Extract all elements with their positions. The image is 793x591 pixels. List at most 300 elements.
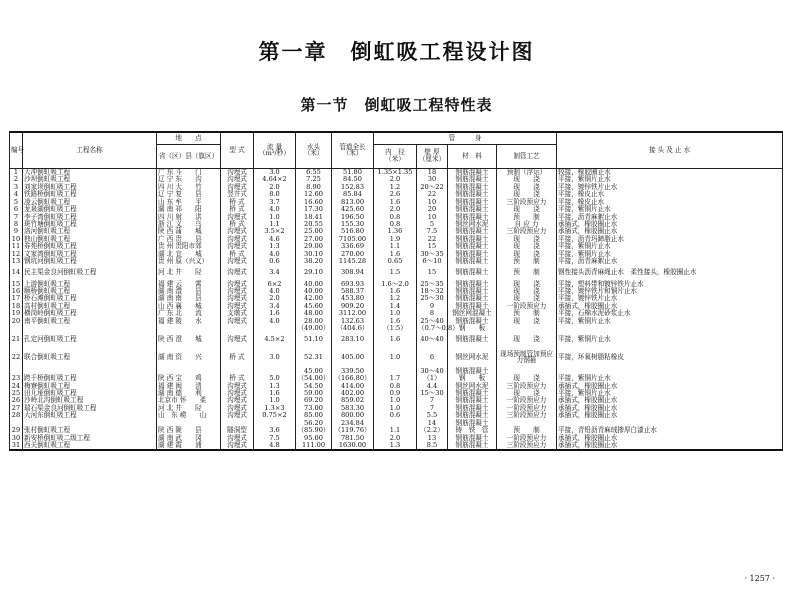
cell-length: （404.6） bbox=[332, 325, 374, 332]
cell-joint: 平接，镀锌铁片止水 bbox=[557, 295, 783, 302]
cell-diam: 0.65 bbox=[374, 258, 417, 265]
col-location-sub: 省（区）县（旗区） bbox=[157, 144, 221, 168]
table-body bbox=[10, 168, 783, 450]
cell-diam: 0.6 bbox=[374, 412, 417, 419]
cell-name: 高村倒虹吸工程 bbox=[23, 303, 157, 310]
cell-diam: 1.6 bbox=[374, 198, 417, 205]
cell-type: 沟埋式 bbox=[221, 235, 254, 242]
cell-loc: 河 北 井 陉 bbox=[157, 404, 221, 411]
table-row bbox=[10, 375, 783, 382]
cell-num: 22 bbox=[10, 347, 23, 367]
cell-process: 现 浇 bbox=[497, 288, 557, 295]
cell-material: 钢筋混凝土 bbox=[448, 265, 497, 280]
cell-diam: 1.0 bbox=[374, 310, 417, 317]
cell-process: 一阶段预应力 bbox=[497, 397, 557, 404]
cell-process: 三阶段预应力 bbox=[497, 198, 557, 205]
cell-num: 19 bbox=[10, 310, 23, 317]
cell-loc: 山 东 崂 山 bbox=[157, 412, 221, 419]
cell-thick: 4.4 bbox=[417, 382, 448, 389]
table-row bbox=[10, 412, 783, 419]
cell-flow: 1.6 bbox=[254, 390, 296, 397]
cell-name: 凌云倒虹吸工程 bbox=[23, 198, 157, 205]
cell-diam: 1.1 bbox=[374, 243, 417, 250]
cell-thick: （0.7～0.8） bbox=[418, 324, 459, 333]
cell-length: 859.02 bbox=[332, 397, 374, 404]
cell-head: （54.00） bbox=[297, 374, 330, 383]
cell-flow: 3.0 bbox=[254, 347, 296, 367]
cell-material: 钢筋混凝土 bbox=[448, 412, 497, 419]
cell-num: 1 bbox=[10, 168, 23, 176]
cell-loc: 贵 州 原（兴义） bbox=[157, 258, 221, 265]
cell-loc: 浙 江 义 乌 bbox=[157, 221, 221, 228]
cell-flow: 2.0 bbox=[254, 183, 296, 190]
cell-num: 3 bbox=[10, 183, 23, 190]
cell-loc: 辽 宁 东 沟 bbox=[157, 176, 221, 183]
cell-length: 308.94 bbox=[332, 265, 374, 280]
cell-thick: （1） bbox=[417, 375, 448, 382]
cell-diam: 1.5 bbox=[374, 265, 417, 280]
cell-num: 5 bbox=[10, 198, 23, 205]
cell-thick: 22 bbox=[417, 191, 448, 198]
cell-head: 59.00 bbox=[296, 390, 332, 397]
cell-name: 民主渠金良河倒虹吸工程 bbox=[23, 265, 157, 280]
cell-diam: 2.0 bbox=[374, 206, 417, 213]
cell-diam: 1.6 bbox=[374, 317, 417, 324]
cell-joint: 平接，环氧树脂粘橡皮 bbox=[557, 347, 783, 367]
cell-head: （49.00） bbox=[297, 324, 330, 333]
cell-type: 沟埋式 bbox=[221, 258, 254, 265]
cell-process: 现 浇 bbox=[497, 332, 557, 347]
cell-flow: 4.64×2 bbox=[254, 176, 296, 183]
cell-num: 6 bbox=[10, 206, 23, 213]
cell-length: 3112.00 bbox=[332, 310, 374, 317]
cell-process: 预 制 bbox=[497, 427, 557, 434]
cell-flow: 4.0 bbox=[254, 317, 296, 324]
cell-head: （85.90） bbox=[297, 426, 330, 435]
cell-length: 85.84 bbox=[332, 191, 374, 198]
cell-type: 沟埋式 bbox=[221, 295, 254, 302]
cell-name: 上游倒虹吸工程 bbox=[23, 280, 157, 287]
cell-loc: 湖 南 武 冈 bbox=[157, 434, 221, 441]
cell-joint: 承插式，橡胶圈止水 bbox=[557, 442, 783, 450]
cell-name: 新安桥倒虹吸二级工程 bbox=[23, 434, 157, 441]
cell-loc: 湖 南 南 县 bbox=[157, 295, 221, 302]
cell-type: 桥 式 bbox=[221, 206, 254, 213]
cell-flow: 1.3 bbox=[254, 243, 296, 250]
cell-name: 瑞石渠金良河倒虹吸工程 bbox=[23, 404, 157, 411]
cell-material: 钢筋混凝土 bbox=[448, 442, 497, 450]
cell-num: 21 bbox=[10, 332, 23, 347]
cell-head: 17.30 bbox=[296, 206, 332, 213]
cell-loc: 陕 西 澄 城 bbox=[157, 332, 221, 347]
cell-thick: 30～35 bbox=[417, 250, 448, 257]
cell-diam: 0.8 bbox=[374, 221, 417, 228]
cell-flow: 1.1 bbox=[254, 221, 296, 228]
table-row bbox=[10, 347, 783, 367]
cell-material: 钢筋混凝土 bbox=[448, 419, 497, 426]
cell-flow: 1.0 bbox=[254, 397, 296, 404]
table-row bbox=[10, 325, 783, 332]
cell-head: 69.20 bbox=[296, 397, 332, 404]
cell-head: 42.00 bbox=[296, 295, 332, 302]
table-row bbox=[10, 258, 783, 265]
cell-material: 钢筋混凝土 bbox=[448, 397, 497, 404]
cell-head: 45.60 bbox=[296, 303, 332, 310]
col-pipe-body: 管 身 bbox=[374, 132, 557, 144]
cell-num: 11 bbox=[10, 243, 23, 250]
cell-head: 20.55 bbox=[296, 221, 332, 228]
cell-thick: 6 bbox=[417, 347, 448, 367]
col-location: 地 点 bbox=[157, 132, 221, 144]
cell-loc: 湖 北 宜 城 bbox=[157, 250, 221, 257]
cell-length: 909.20 bbox=[332, 303, 374, 310]
cell-head: 45.00 bbox=[296, 367, 332, 374]
cell-num: 17 bbox=[10, 295, 23, 302]
cell-process: 一阶段预应力 bbox=[497, 434, 557, 441]
cell-material: 钢筋混凝土 bbox=[448, 367, 497, 374]
cell-process: 三阶段预应力 bbox=[497, 442, 557, 450]
cell-length: 414.00 bbox=[332, 382, 374, 389]
cell-flow: 1.3×3 bbox=[254, 404, 296, 411]
characteristics-table bbox=[9, 131, 783, 451]
cell-material: 钢丝网水泥 bbox=[448, 221, 497, 228]
cell-thick: 7 bbox=[417, 397, 448, 404]
cell-length: 336.69 bbox=[332, 243, 374, 250]
cell-diam: 1.6～2.0 bbox=[374, 280, 417, 287]
cell-diam: 2.0 bbox=[374, 176, 417, 183]
cell-length: 283.10 bbox=[332, 332, 374, 347]
cell-thick: 15～30 bbox=[417, 390, 448, 397]
cell-length: 800.00 bbox=[332, 412, 374, 419]
cell-joint: 平接，沥青麻絮止水 bbox=[557, 213, 783, 220]
cell-material: 钢筋混凝土 bbox=[448, 206, 497, 213]
cell-flow: 4.0 bbox=[254, 206, 296, 213]
cell-length: （166.80） bbox=[332, 375, 374, 382]
cell-process: 预 制 bbox=[497, 213, 557, 220]
cell-thick: 20 bbox=[417, 206, 448, 213]
cell-length: 339.50 bbox=[332, 367, 374, 374]
cell-material: 钢筋混凝土 bbox=[448, 250, 497, 257]
cell-head: 73.00 bbox=[296, 404, 332, 411]
cell-diam: 1.0 bbox=[374, 404, 417, 411]
cell-diam: 2.0 bbox=[374, 434, 417, 441]
cell-material: 钢筋混凝土 bbox=[448, 198, 497, 205]
col-diameter: 内 径 （米） bbox=[374, 144, 417, 168]
cell-thick: 30～40 bbox=[417, 367, 448, 374]
cell-process: 现场预制管加预应力钢箍 bbox=[497, 347, 557, 367]
cell-process: 现 浇 bbox=[497, 317, 557, 324]
cell-flow: 1.0 bbox=[254, 213, 296, 220]
col-flow: 流 量 （m³/秒） bbox=[254, 132, 296, 168]
cell-head: 8.90 bbox=[296, 183, 332, 190]
cell-flow: 7.5 bbox=[254, 434, 296, 441]
cell-joint: 承插式，橡胶圈止水 bbox=[557, 221, 783, 228]
cell-diam: 1.0 bbox=[374, 347, 417, 367]
cell-head: 18.41 bbox=[296, 213, 332, 220]
cell-joint: 承插式，橡胶圈止水 bbox=[557, 434, 783, 441]
cell-num: 13 bbox=[10, 258, 23, 265]
col-process: 制管工艺 bbox=[497, 144, 557, 168]
cell-material: 钢筋混凝土 bbox=[448, 213, 497, 220]
cell-flow: 1.6 bbox=[254, 310, 296, 317]
col-material: 材 料 bbox=[448, 144, 497, 168]
cell-joint: 平接，紫铜片止水 bbox=[557, 332, 783, 347]
cell-material: 钢筋混凝土 bbox=[448, 183, 497, 190]
cell-diam: （1.5） bbox=[374, 325, 417, 332]
cell-flow: 3.5×2 bbox=[254, 228, 296, 235]
cell-thick: 30 bbox=[417, 176, 448, 183]
cell-head: 7.25 bbox=[296, 176, 332, 183]
cell-joint: 平接，紫铜片止水 bbox=[557, 390, 783, 397]
cell-process: 现 浇 bbox=[497, 280, 557, 287]
cell-num: 20 bbox=[10, 317, 23, 324]
cell-material: 钢筋混凝土 bbox=[448, 434, 497, 441]
cell-name: 李子湾倒虹吸工程 bbox=[23, 213, 157, 220]
cell-num: 29 bbox=[10, 427, 23, 434]
cell-head: 51.10 bbox=[296, 332, 332, 347]
cell-material: 钢筋混凝土 bbox=[448, 191, 497, 198]
cell-head: 12.60 bbox=[296, 191, 332, 198]
cell-name: 跨千桥倒虹吸工程 bbox=[23, 375, 157, 382]
cell-flow: 4.8 bbox=[254, 442, 296, 450]
cell-material: 钢筋混凝土 bbox=[448, 317, 497, 324]
cell-name: 斑竹塘倒虹吸工程 bbox=[23, 221, 157, 228]
cell-flow: 3.4 bbox=[254, 265, 296, 280]
cell-material: 钢筋混凝土 bbox=[448, 258, 497, 265]
cell-type: 沟埋式 bbox=[221, 288, 254, 295]
cell-thick: 5 bbox=[417, 221, 448, 228]
cell-flow: 3.0 bbox=[254, 168, 296, 176]
col-head: 水头 （米） bbox=[296, 132, 332, 168]
cell-head: 28.00 bbox=[296, 317, 332, 324]
cell-name: 张村倒虹吸工程 bbox=[23, 427, 157, 434]
cell-length: 51.80 bbox=[332, 168, 374, 176]
cell-diam: 1.36 bbox=[374, 228, 417, 235]
cell-type bbox=[221, 325, 254, 332]
cell-loc: 北京市 怀 柔 bbox=[157, 397, 221, 404]
cell-material: 钢筋混凝土 bbox=[448, 228, 497, 235]
cell-process: 三阶段预应力 bbox=[497, 228, 557, 235]
cell-type: 桥 式 bbox=[221, 198, 254, 205]
cell-name: 龙泉湖倒虹吸工程 bbox=[23, 206, 157, 213]
cell-flow bbox=[254, 325, 296, 332]
cell-num: 24 bbox=[10, 382, 23, 389]
cell-length: 405.00 bbox=[332, 347, 374, 367]
cell-thick: 25～35 bbox=[417, 280, 448, 287]
cell-material: 钢筋混凝土 bbox=[448, 235, 497, 242]
table-row bbox=[10, 332, 783, 347]
cell-loc: 贵 州 贵阳市郊 bbox=[157, 243, 221, 250]
cell-thick: 15 bbox=[417, 243, 448, 250]
cell-process: 自 应 力 bbox=[497, 221, 557, 228]
cell-loc bbox=[157, 325, 221, 332]
col-num: 编号 bbox=[10, 132, 23, 168]
cell-type: 沟埋式 bbox=[221, 332, 254, 347]
cell-head: 56.20 bbox=[296, 419, 332, 426]
cell-loc: 广 东 北 流 bbox=[157, 310, 221, 317]
cell-material: 钢丝网水泥 bbox=[448, 382, 497, 389]
cell-diam: 0.8 bbox=[374, 382, 417, 389]
cell-type: 桥 式 bbox=[221, 250, 254, 257]
cell-diam: 1.7 bbox=[374, 375, 417, 382]
cell-type: 沟埋式 bbox=[221, 317, 254, 324]
cell-joint: 平接，橡皮止水 bbox=[557, 191, 783, 198]
cell-process: 现 浇 bbox=[497, 390, 557, 397]
cell-joint: 承插式，橡胶圈止水 bbox=[557, 404, 783, 411]
cell-flow: 2.0 bbox=[254, 295, 296, 302]
table-header bbox=[10, 132, 783, 168]
cell-type: 沟埋式 bbox=[221, 442, 254, 450]
cell-head: 25.00 bbox=[296, 228, 332, 235]
table-row bbox=[10, 265, 783, 280]
cell-loc: 山 西 襄 城 bbox=[157, 303, 221, 310]
cell-length: 588.37 bbox=[332, 288, 374, 295]
cell-diam: 1.35×1.35 bbox=[374, 168, 417, 176]
cell-thick: 8.5 bbox=[417, 442, 448, 450]
cell-name: 梅寮倒虹吸工程 bbox=[23, 382, 157, 389]
cell-process: 一阶段预应力 bbox=[497, 303, 557, 310]
cell-joint: 平接，镀锌铁片和铜片止水 bbox=[557, 288, 783, 295]
cell-material: 钢 板 bbox=[448, 375, 497, 382]
cell-flow: 0.6 bbox=[254, 258, 296, 265]
cell-num: 18 bbox=[10, 303, 23, 310]
cell-joint: 承插式，橡胶圈止水 bbox=[557, 412, 783, 419]
cell-name: 孔定河倒虹吸工程 bbox=[23, 332, 157, 347]
cell-material: 钢筋混凝土 bbox=[448, 404, 497, 411]
table-row bbox=[10, 206, 783, 213]
cell-type: 沟埋式 bbox=[221, 382, 254, 389]
cell-head: 38.20 bbox=[296, 258, 332, 265]
cell-num: 27 bbox=[10, 404, 23, 411]
cell-flow: 6×2 bbox=[254, 280, 296, 287]
cell-material: 钢筋混凝土 bbox=[448, 243, 497, 250]
cell-material: 钢丝网水泥 bbox=[448, 347, 497, 367]
cell-thick: 18 bbox=[417, 168, 448, 176]
cell-type: 沟埋式 bbox=[221, 280, 254, 287]
cell-length: 453.80 bbox=[332, 295, 374, 302]
cell-joint: 较接，橡胶圈止水 bbox=[557, 168, 783, 176]
cell-head: 27.00 bbox=[296, 235, 332, 242]
cell-num: 26 bbox=[10, 397, 23, 404]
cell-type: 沟埋式 bbox=[221, 243, 254, 250]
cell-loc: 陕 西 陇 县 bbox=[157, 427, 221, 434]
cell-thick: 6～10 bbox=[417, 258, 448, 265]
cell-name: 沙岭北沟倒虹吸工程 bbox=[23, 397, 157, 404]
cell-length: 425.60 bbox=[332, 206, 374, 213]
cell-type: 沟埋式 bbox=[221, 390, 254, 397]
cell-loc: 湖 南 德 利 bbox=[157, 390, 221, 397]
cell-length: 132.63 bbox=[332, 317, 374, 324]
cell-type: 沟埋式 bbox=[221, 168, 254, 176]
cell-type: 桥 式 bbox=[221, 221, 254, 228]
cell-process: 现 浇 bbox=[497, 206, 557, 213]
cell-thick: 20～22 bbox=[417, 183, 448, 190]
table-row bbox=[10, 442, 783, 450]
cell-joint: 平接，紫铜片止水 bbox=[557, 317, 783, 324]
cell-num: 16 bbox=[10, 288, 23, 295]
cell-diam: 2.6 bbox=[374, 191, 417, 198]
cell-name: 铁路桥倒虹吸工程 bbox=[23, 191, 157, 198]
cell-diam: 1.0 bbox=[374, 397, 417, 404]
cell-flow: 1.3 bbox=[254, 382, 296, 389]
cell-length: 516.80 bbox=[332, 228, 374, 235]
cell-type: 沟埋式 bbox=[221, 434, 254, 441]
cell-name: 桥石滩倒虹吸工程 bbox=[23, 295, 157, 302]
cell-head: 30.10 bbox=[296, 250, 332, 257]
cell-process: 预 制 bbox=[497, 310, 557, 317]
cell-process: 现 浇 bbox=[497, 375, 557, 382]
cell-thick: 8 bbox=[417, 310, 448, 317]
cell-head: 85.00 bbox=[296, 412, 332, 419]
cell-type: 沟埋式 bbox=[221, 176, 254, 183]
cell-type: 桥 式 bbox=[221, 347, 254, 367]
cell-length: 155.30 bbox=[332, 221, 374, 228]
cell-joint: 承插式，橡胶圈止水 bbox=[557, 382, 783, 389]
cell-loc: 福 建 闽 清 bbox=[157, 382, 221, 389]
cell-length: 84.50 bbox=[332, 176, 374, 183]
cell-num bbox=[10, 325, 23, 332]
cell-name: 顺桥倒虹吸工程 bbox=[23, 288, 157, 295]
cell-diam: 1.6 bbox=[374, 332, 417, 347]
cell-loc: 福 建 云 霄 bbox=[157, 280, 221, 287]
cell-num: 14 bbox=[10, 265, 23, 280]
cell-thick: 13 bbox=[417, 434, 448, 441]
cell-name: 大冲倒虹吸工程 bbox=[23, 168, 157, 176]
cell-length: 402.00 bbox=[332, 390, 374, 397]
cell-type: 隧洞型 bbox=[221, 427, 254, 434]
cell-diam: 0.9 bbox=[374, 390, 417, 397]
cell-process: 现 浇 bbox=[497, 295, 557, 302]
cell-head: 54.50 bbox=[296, 382, 332, 389]
cell-material: 钢筋混凝土 bbox=[448, 332, 497, 347]
cell-head: 40.00 bbox=[296, 288, 332, 295]
cell-thick: 5.5 bbox=[417, 412, 448, 419]
cell-loc: 四 川 大 竹 bbox=[157, 183, 221, 190]
cell-thick: 25～30 bbox=[417, 295, 448, 302]
cell-joint: 平接，镀锌铁片止水 bbox=[557, 183, 783, 190]
cell-type: 竖井式 bbox=[221, 191, 254, 198]
cell-flow: 4.5×2 bbox=[254, 332, 296, 347]
col-name: 工程名称 bbox=[23, 132, 157, 168]
cell-length: 7105.00 bbox=[332, 235, 374, 242]
cell-length: （119.76） bbox=[332, 427, 374, 434]
cell-flow: 0.75×2 bbox=[254, 412, 296, 419]
cell-flow: 5.0 bbox=[254, 375, 296, 382]
cell-thick: 7.5 bbox=[417, 228, 448, 235]
cell-num: 30 bbox=[10, 434, 23, 441]
cell-flow: 3.7 bbox=[254, 198, 296, 205]
cell-process: 预 制 bbox=[497, 265, 557, 280]
cell-num: 15 bbox=[10, 280, 23, 287]
cell-type: 沟埋式 bbox=[221, 303, 254, 310]
cell-thick: 18～32 bbox=[417, 288, 448, 295]
cell-loc: 广 东 斗 门 bbox=[157, 168, 221, 176]
cell-diam: 1.9 bbox=[374, 235, 417, 242]
cell-type: 沟埋式 bbox=[221, 265, 254, 280]
cell-loc: 四 川 射 洪 bbox=[157, 213, 221, 220]
cell-thick: （2.2） bbox=[417, 427, 448, 434]
cell-length: 270.00 bbox=[332, 250, 374, 257]
cell-name: 横岗岭倒虹吸工程 bbox=[23, 310, 157, 317]
cell-joint: 平接，沥青麻絮止水 bbox=[557, 258, 783, 265]
cell-joint: 平接，紫铜片止水 bbox=[557, 250, 783, 257]
cell-joint: 平接，塑料带和镀锌铁片止水 bbox=[557, 280, 783, 287]
cell-length: 196.50 bbox=[332, 213, 374, 220]
section-title: 第一节 倒虹吸工程特性表 bbox=[300, 96, 493, 114]
cell-thick: 14 bbox=[417, 419, 448, 426]
cell-thick: 9 bbox=[417, 303, 448, 310]
cell-name bbox=[23, 325, 157, 332]
